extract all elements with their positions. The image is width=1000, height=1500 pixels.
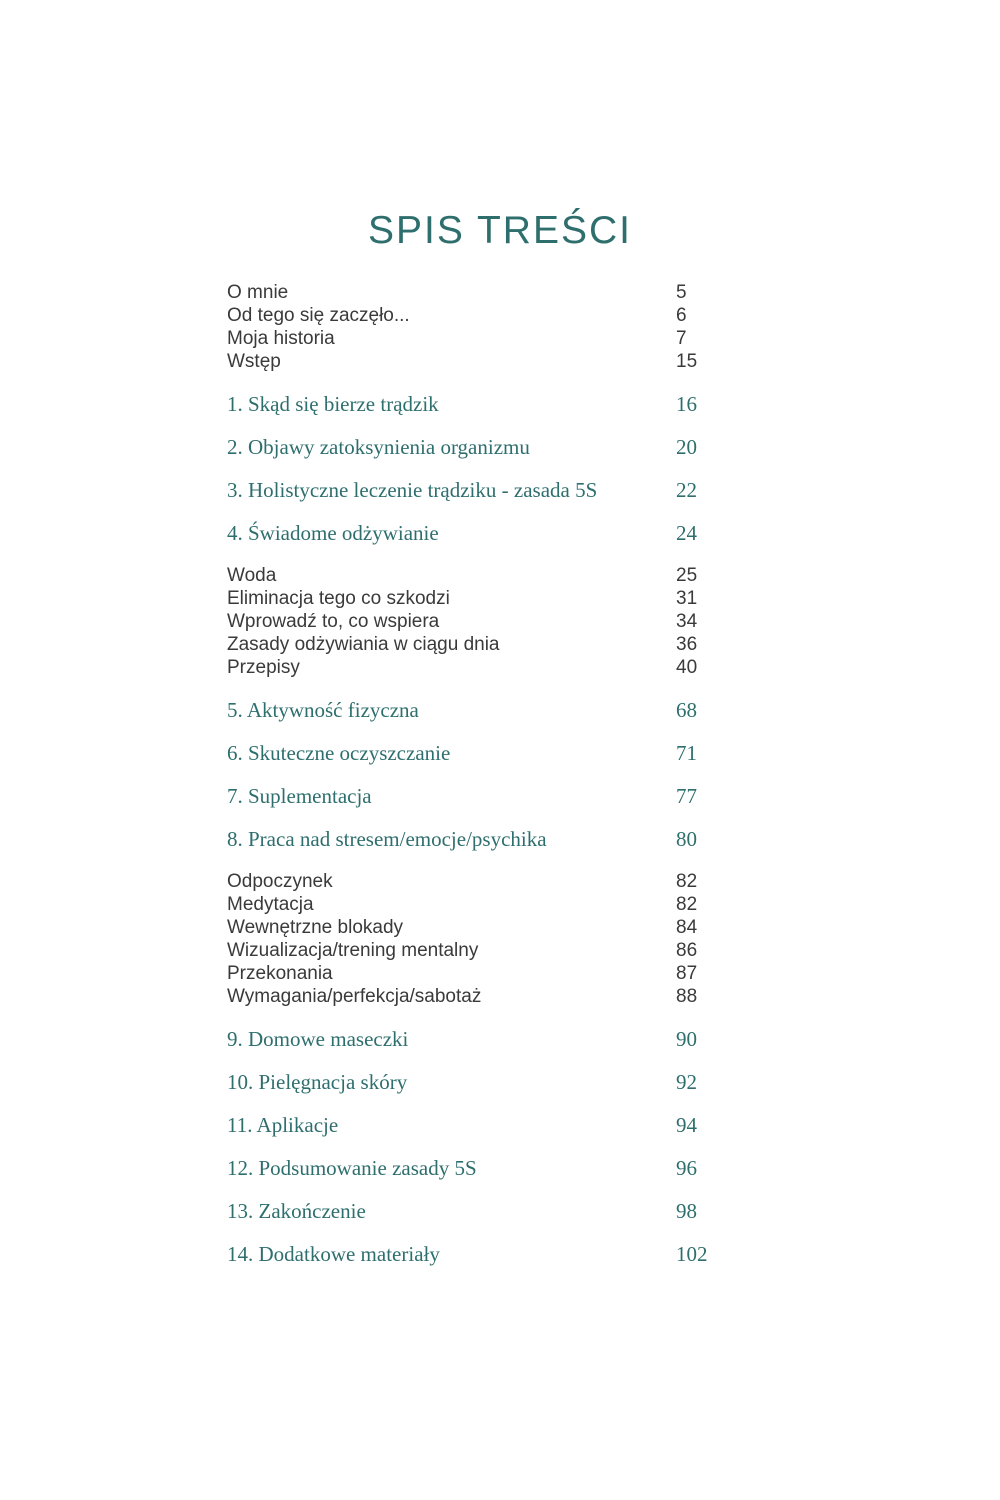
toc-row [227,564,747,587]
toc-row [227,1156,747,1180]
toc-entry-label: Woda [227,565,277,586]
toc-row [227,656,747,679]
toc-entry-label: O mnie [227,282,289,303]
toc-entry-label: 13. Zakończenie [227,1199,366,1223]
toc-row [227,350,747,373]
toc-entry-page: 5 [676,282,687,303]
toc-entry-page: 6 [676,305,687,326]
toc-entry-page: 71 [676,741,697,765]
toc-entry-label: Moja historia [227,328,335,349]
toc-entry-label: Eliminacja tego co szkodzi [227,588,450,609]
toc-row [227,916,747,939]
toc-entry-page: 31 [676,588,698,609]
toc-row [227,784,747,808]
toc-entry-page: 92 [676,1070,697,1094]
toc-entry-label: 3. Holistyczne leczenie trądziku - zasada 5S [227,478,598,502]
toc-entry-label: Wprowadź to, co wspiera [227,611,440,632]
toc-row [227,435,747,459]
toc-entry-label: 10. Pielęgnacja skóry [227,1070,408,1094]
toc-row [227,1242,747,1266]
toc-row [227,610,747,633]
toc-entry-page: 15 [676,351,698,372]
toc-list [227,281,747,1285]
toc-row [227,870,747,893]
toc-entry-page: 98 [676,1199,697,1223]
toc-entry-label: Wymagania/perfekcja/sabotaż [227,986,482,1007]
toc-row [227,633,747,656]
toc-entry-page: 88 [676,986,698,1007]
toc-row [227,1027,747,1051]
toc-entry-label: Przekonania [227,963,333,984]
toc-entry-label: Odpoczynek [227,871,333,892]
toc-row [227,521,747,545]
toc-entry-page: 87 [676,963,698,984]
toc-entry-label: 2. Objawy zatoksynienia organizmu [227,435,530,459]
toc-row [227,939,747,962]
page-title: SPIS TREŚCI [367,209,633,253]
toc-entry-label: Wizualizacja/trening mentalny [227,940,479,961]
toc-entry-label: Od tego się zaczęło... [227,305,410,326]
toc-entry-page: 80 [676,827,697,851]
toc-entry-label: Zasady odżywiania w ciągu dnia [227,634,500,655]
toc-row [227,392,747,416]
toc-entry-page: 25 [676,565,698,586]
toc-entry-page: 40 [676,657,698,678]
toc-entry-page: 20 [676,435,697,459]
toc-entry-page: 102 [676,1242,708,1266]
toc-row [227,985,747,1008]
toc-entry-label: 6. Skuteczne oczyszczanie [227,741,451,765]
toc-entry-label: Medytacja [227,894,314,915]
toc-entry-page: 36 [676,634,698,655]
toc-entry-label: 12. Podsumowanie zasady 5S [227,1156,477,1180]
toc-entry-page: 84 [676,917,698,938]
toc-entry-page: 7 [676,328,687,349]
toc-entry-page: 94 [676,1113,697,1137]
toc-row [227,1113,747,1137]
toc-entry-label: Wstęp [227,351,281,372]
toc-entry-label: 5. Aktywność fizyczna [227,698,419,722]
toc-entry-label: 1. Skąd się bierze trądzik [227,392,439,416]
toc-entry-page: 96 [676,1156,697,1180]
toc-entry-label: 14. Dodatkowe materiały [227,1242,440,1266]
toc-entry-label: Przepisy [227,657,300,678]
toc-entry-page: 22 [676,478,697,502]
toc-row [227,698,747,722]
toc-entry-label: 7. Suplementacja [227,784,372,808]
toc-entry-label: 9. Domowe maseczki [227,1027,409,1051]
toc-entry-label: 11. Aplikacje [227,1113,339,1137]
toc-row [227,304,747,327]
toc-row [227,1070,747,1094]
toc-row [227,327,747,350]
toc-entry-page: 16 [676,392,697,416]
toc-entry-page: 82 [676,894,698,915]
toc-entry-label: 4. Świadome odżywianie [227,521,439,545]
toc-entry-page: 86 [676,940,698,961]
toc-row [227,478,747,502]
toc-entry-page: 82 [676,871,698,892]
toc-row [227,1199,747,1223]
toc-entry-page: 77 [676,784,697,808]
toc-entry-page: 68 [676,698,697,722]
toc-row [227,962,747,985]
toc-entry-label: 8. Praca nad stresem/emocje/psychika [227,827,547,851]
toc-entry-page: 34 [676,611,698,632]
toc-row [227,893,747,916]
toc-row [227,827,747,851]
toc-row [227,741,747,765]
toc-row [227,281,747,304]
toc-row [227,587,747,610]
toc-entry-page: 24 [676,521,697,545]
toc-entry-label: Wewnętrzne blokady [227,917,404,938]
toc-entry-page: 90 [676,1027,697,1051]
